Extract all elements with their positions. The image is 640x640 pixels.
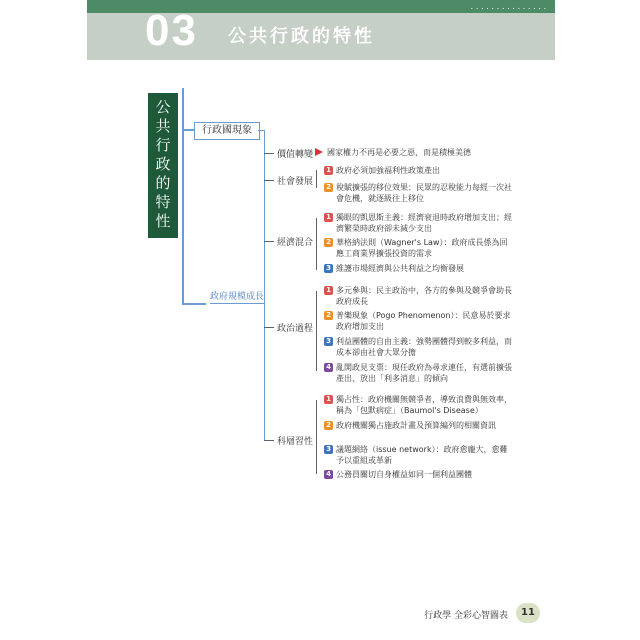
list-item [324, 469, 514, 480]
item-text: 議題網絡（issue network）：政府愈龐大，愈難予以重組或革新 [336, 445, 508, 465]
list-item [324, 420, 514, 431]
list-item [324, 285, 514, 307]
item-text: 政府必須加強福利性政策產出 [336, 166, 440, 175]
number-badge: 2 [324, 311, 333, 320]
item-text: 亂開政見支票：現任政府為尋求連任，有選前擴張產出、放出「利多消息」的傾向 [336, 363, 512, 383]
number-badge: 4 [324, 363, 333, 372]
number-badge: 2 [324, 421, 333, 430]
page-number: 11 [516, 603, 540, 623]
number-badge: 1 [324, 213, 333, 222]
item-text: 維護市場經濟與公共利益之均衡發展 [336, 264, 464, 273]
value-change-entry [315, 147, 535, 158]
connector [264, 241, 274, 242]
connector [316, 291, 317, 371]
category-label: 科層習性 [277, 437, 314, 447]
number-badge: 2 [324, 238, 333, 247]
number-badge: 3 [324, 264, 333, 273]
number-badge: 4 [324, 470, 333, 479]
connector [264, 130, 265, 441]
item-text: 獨占性：政府機關無競爭者，導致浪費與無效率，稱為「包默病症」（Baumol's Disease） [336, 395, 512, 415]
connector [210, 303, 264, 304]
list-item [324, 336, 514, 358]
list-item [324, 165, 514, 176]
root-title: 公共行政的特性 [148, 93, 178, 238]
value-change-text: 國家權力不再是必要之惡，而是積極美德 [327, 148, 471, 157]
item-text: 政府機關獨占施政計畫及預算編列的相關資訊 [336, 421, 496, 430]
item-text: 多元參與：民主政治中，各方的參與及競爭會助長政府成長 [336, 286, 512, 306]
item-text: 華格納法則（Wagner's Law）：政府成長係為回應工商業界擴張投資的需求 [336, 238, 508, 258]
item-text: 普樂現象（Pogo Phenomenon）：民意易於要求政府增加支出 [336, 311, 511, 331]
number-badge: 1 [324, 166, 333, 175]
category-value-change: 價值轉變 [277, 150, 314, 160]
connector [182, 88, 184, 304]
number-badge: 1 [324, 395, 333, 404]
category-label: 政治過程 [277, 324, 314, 334]
list-item [324, 444, 514, 466]
list-item [324, 237, 514, 259]
connector [316, 170, 317, 188]
item-text: 獨眼的凱恩斯主義：經濟衰退時政府增加支出；經濟繁榮時政府卻未減少支出 [336, 213, 512, 233]
connector [182, 303, 206, 305]
connector [316, 400, 317, 474]
number-badge: 1 [324, 286, 333, 295]
item-text: 公務員關切自身權益如同一個利益團體 [336, 470, 472, 479]
number-badge: 3 [324, 337, 333, 346]
connector [316, 218, 317, 270]
chapter-number: 03 [145, 6, 198, 55]
list-item [324, 263, 514, 274]
connector [264, 153, 274, 154]
list-item [324, 182, 514, 204]
list-item [324, 362, 514, 384]
triangle-right-icon [315, 148, 323, 156]
connector [264, 440, 274, 441]
item-text: 利益團體的自由主義：強勢團體得到較多利益，而成本卻由社會大眾分擔 [336, 337, 512, 357]
category-label: 社會發展 [277, 177, 314, 187]
list-item [324, 310, 514, 332]
connector [264, 327, 274, 328]
item-text: 稅賦擴張的移位效果：民眾的忍稅能力每經一次社會危機，就逐級往上移位 [336, 183, 512, 203]
number-badge: 3 [324, 445, 333, 454]
category-label: 經濟混合 [277, 238, 314, 248]
list-item [324, 394, 514, 416]
chapter-title: 公共行政的特性 [228, 26, 375, 47]
node-administrative-state: 行政國現象 [194, 122, 260, 140]
connector [182, 129, 194, 131]
banner-dots: ............... [469, 3, 548, 11]
footer-book-title: 行政學 全彩心智圖表 [424, 611, 508, 621]
list-item [324, 212, 514, 234]
connector [264, 180, 274, 181]
node-government-growth: 政府規模成長 [210, 292, 265, 302]
number-badge: 2 [324, 183, 333, 192]
